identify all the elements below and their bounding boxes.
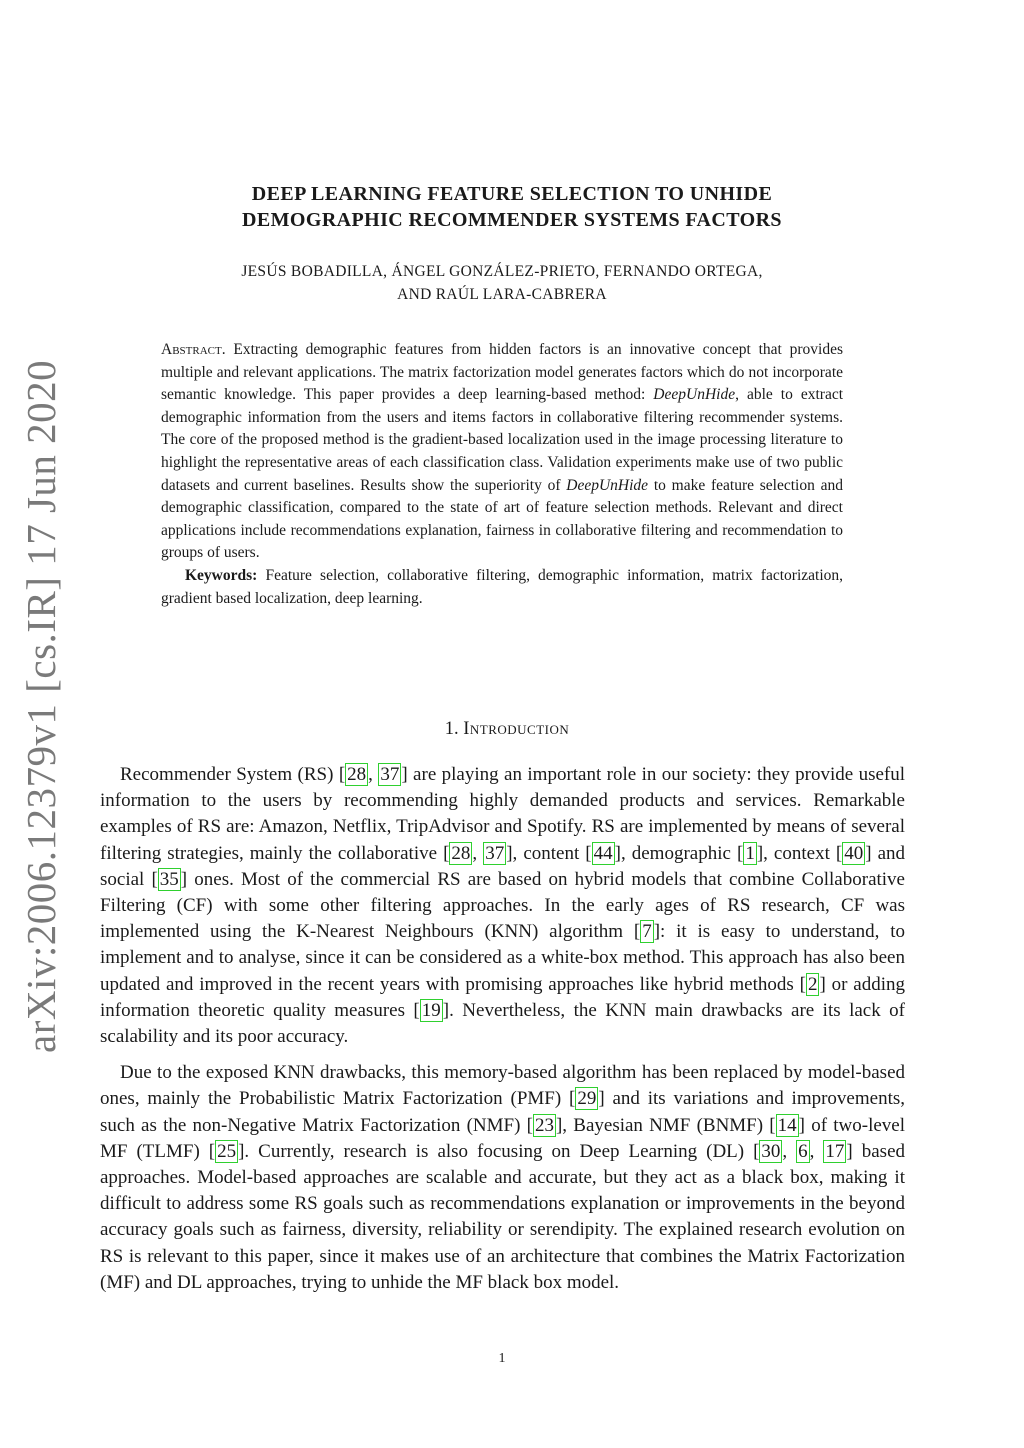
text-span: ,: [782, 1140, 797, 1162]
text-span: ,: [368, 764, 379, 785]
text-span: ] and social [: [100, 842, 906, 890]
text-span: ,: [472, 842, 484, 864]
abstract-label: Abstract.: [161, 341, 226, 358]
text-span: ], context [: [756, 842, 843, 864]
page-number: 1: [498, 1351, 506, 1366]
citation-link[interactable]: 19: [421, 999, 441, 1021]
citation-link[interactable]: 14: [777, 1114, 797, 1136]
citation-link[interactable]: 23: [534, 1114, 554, 1136]
text-span: ]. Currently, research is also focusing on Deep Learning (DL) [: [238, 1140, 760, 1162]
keywords-label: Keywords:: [185, 566, 258, 584]
citation-link[interactable]: 1: [745, 842, 755, 864]
author-list: [0, 260, 1004, 306]
text-span: ] ones. Most of the commercial RS are based on hybrid models that combine Collaborative Filtering (CF) with some other filtering approaches. In the early ages of RS research, CF was implemented using the K-Nearest Neighbours (KNN) algorithm [: [100, 868, 905, 943]
abstract-text-3: to make feature selection and demographic classification, compared to the state of art of feature selection methods. Relevant and direct applications include recommendations explanation, fairness in collaborative filtering and recommendation to groups of users.: [161, 476, 843, 562]
abstract: [161, 339, 843, 610]
citation-link[interactable]: 25: [217, 1140, 237, 1162]
text-span: ]. Nevertheless, the KNN main drawbacks are its lack of scalability and its poor accuracy.: [100, 999, 905, 1048]
citation-link[interactable]: 28: [347, 764, 367, 785]
paper-title: [0, 181, 1024, 233]
text-span: ]: it is easy to understand, to implement and to analyse, since it can be considered as a white-box method. This approach has also been updated and improved in the recent years with promising approaches like hybrid methods [: [100, 921, 905, 995]
section-number: 1.: [444, 719, 459, 739]
paragraph-2: [100, 1060, 905, 1296]
abstract-paragraph: [161, 339, 843, 565]
abstract-text-2: , able to extract demographic information from the users and items factors in collaborative filtering recommender systems. The core of the proposed method is the gradient-based localization used in the image processing literature to highlight the representative areas of each classification class. Validation experiments make use of two public datasets and current baselines. Results show the superiority of: [161, 386, 844, 494]
text-span: ,: [809, 1140, 824, 1162]
text-span: ] of two-level MF (TLMF) [: [100, 1114, 906, 1162]
title-line-2: DEMOGRAPHIC RECOMMENDER SYSTEMS FACTORS: [242, 209, 782, 231]
citation-link[interactable]: 7: [642, 921, 652, 943]
text-span: ] or adding information theoretic quality measures [: [100, 973, 905, 1021]
citation-link[interactable]: 2: [807, 973, 818, 995]
citation-link[interactable]: 28: [451, 842, 471, 864]
text-span: ] are playing an important role in our society: they provide useful information to the users by recommending highly demanded products and services. Remarkable examples of RS are: Amazon, Netflix, TripAdvisor and Spotify. RS are implemented by means of several filtering strategies, mainly the collaborative [: [100, 764, 905, 864]
text-span: ], demographic [: [614, 842, 744, 864]
paragraph-1: [100, 762, 905, 1050]
text-span: Recommender System (RS) [: [120, 764, 346, 785]
author-line-1: JESÚS BOBADILLA, ÁNGEL GONZÁLEZ-PRIETO, FERNANDO ORTEGA,: [241, 263, 763, 280]
section-heading: [0, 719, 1014, 740]
body-text: [100, 762, 905, 1306]
keywords: [161, 565, 843, 610]
citation-link[interactable]: 40: [844, 842, 864, 864]
arxiv-identifier: arXiv:2006.12379v1 [cs.IR] 17 Jun 2020: [18, 359, 64, 1053]
citation-link[interactable]: 30: [761, 1140, 781, 1162]
method-name-2: DeepUnHide: [566, 476, 649, 494]
citation-link[interactable]: 17: [825, 1140, 845, 1162]
keywords-text: Feature selection, collaborative filtering, demographic information, matrix factorization, gradient based localization, deep learning.: [161, 566, 844, 607]
citation-link[interactable]: 44: [593, 842, 613, 864]
text-span: ], content [: [506, 842, 592, 864]
citation-link[interactable]: 35: [159, 868, 179, 890]
citation-link[interactable]: 37: [380, 764, 400, 785]
citation-link[interactable]: 37: [485, 842, 505, 864]
method-name: DeepUnHide: [653, 386, 736, 404]
author-line-2: AND RAÚL LARA-CABRERA: [397, 286, 607, 303]
text-span: ], Bayesian NMF (BNMF) [: [555, 1114, 776, 1136]
abstract-text-1: Extracting demographic features from hidden factors is an innovative concept that provides multiple and relevant applications. The matrix factorization model generates factors which do not incorporate semantic knowledge. This paper provides a deep learning-based method:: [161, 341, 843, 404]
citation-link[interactable]: 29: [577, 1088, 597, 1110]
text-span: ] based approaches. Model-based approaches are scalable and accurate, but they act as a black box, making it difficult to address some RS goals such as recommendations explanation or improvements in the beyond accuracy goals such as fairness, diversity, reliability or serendipity. The explained research evolution on RS is relevant to this paper, since it makes use of an architecture that combines the Matrix Factorization (MF) and DL approaches, trying to unhide the MF black box model.: [100, 1140, 906, 1293]
text-span: Due to the exposed KNN drawbacks, this memory-based algorithm has been replaced by model-based ones, mainly the Probabilistic Matrix Factorization (PMF) [: [100, 1062, 905, 1110]
title-line-1: DEEP LEARNING FEATURE SELECTION TO UNHIDE: [251, 183, 773, 205]
text-span: ] and its variations and improvements, such as the non-Negative Matrix Factorization (NMF) [: [100, 1088, 905, 1136]
citation-link[interactable]: 6: [798, 1140, 808, 1162]
section-title: Introduction: [463, 719, 570, 739]
